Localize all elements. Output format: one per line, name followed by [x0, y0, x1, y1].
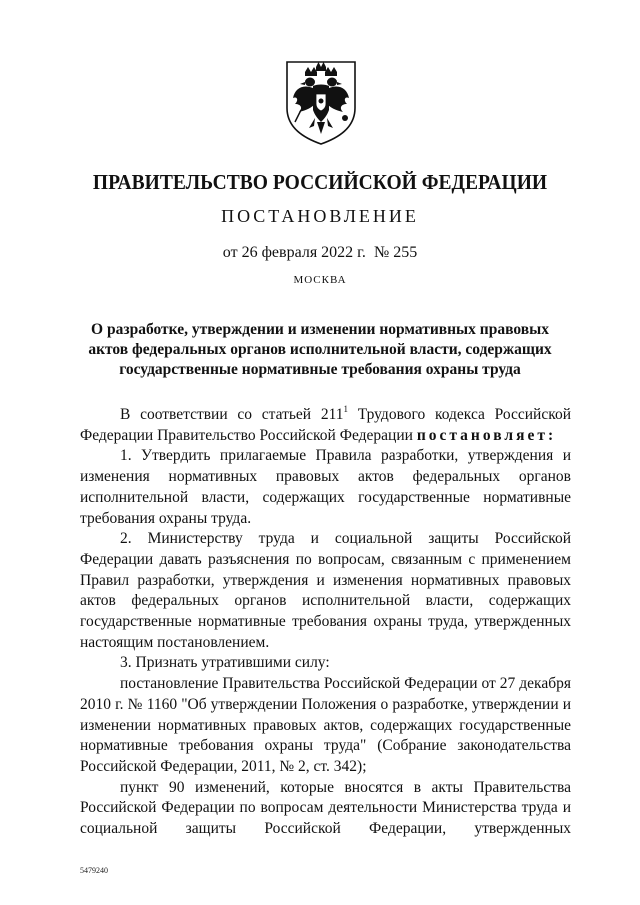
intro-paragraph — [80, 405, 571, 446]
document-code: 5479240 — [80, 866, 108, 875]
document-date-line — [0, 244, 640, 262]
document-number-label: № — [373, 244, 390, 261]
item-3-sub-2: пункт 90 изменений, которые вносятся в акты Правительства Российской Федерации по вопросам деятельности Министерства труда и социальной защиты Российской Федерации, утвержденных — [80, 778, 571, 838]
heading-line: О разработке, утверждении и изменении нормативных правовых — [91, 321, 549, 338]
document-number: 255 — [393, 244, 418, 261]
document-date: от 26 февраля 2022 г. — [222, 244, 366, 261]
document-type: ПОСТАНОВЛЕНИЕ — [221, 206, 419, 226]
document-body — [80, 405, 571, 840]
intro-text-cont: Трудового кодекса Российской Федерации Правительство Российской Федерации — [80, 406, 572, 444]
intro-text: В соответствии со статьей 211 — [120, 406, 344, 423]
document-heading — [60, 320, 580, 380]
resolves-word: постановляет — [416, 426, 548, 444]
heading-line: государственные нормативные требования охраны труда — [119, 361, 521, 378]
document-city: МОСКВА — [293, 274, 347, 286]
item-2: 2. Министерству труда и социальной защиты Российской Федерации давать разъяснения по вопросам, связанным с применением Правил разработки, утверждения и изменения нормативных правовых актов федеральных органов исполнительной власти, содержащих государственные нормативные требования охраны труда, утвержденных настоящим постановлением. — [80, 530, 571, 651]
coat-of-arms-icon — [283, 58, 359, 146]
heading-line: актов федеральных органов исполнительной власти, содержащих — [88, 341, 552, 358]
government-title: ПРАВИТЕЛЬСТВО РОССИЙСКОЙ ФЕДЕРАЦИИ — [92, 170, 548, 194]
item-3: 3. Признать утратившими силу: — [120, 654, 330, 672]
article-superscript: 1 — [343, 404, 348, 414]
resolves-colon: : — [547, 426, 557, 444]
item-1: 1. Утвердить прилагаемые Правила разработки, утверждения и изменения нормативных правовых актов федеральных органов исполнительной власти, содержащих государственные нормативные требования охраны труда. — [80, 447, 571, 527]
item-3-sub-1: постановление Правительства Российской Федерации от 27 декабря 2010 г. № 1160 "Об утверждении Положения о разработке, утверждении и изменении нормативных правовых актов, содержащих государственные нормативные требования охраны труда" (Собрание законодательства Российской Федерации, 2011, № 2, ст. 342); — [80, 675, 571, 775]
